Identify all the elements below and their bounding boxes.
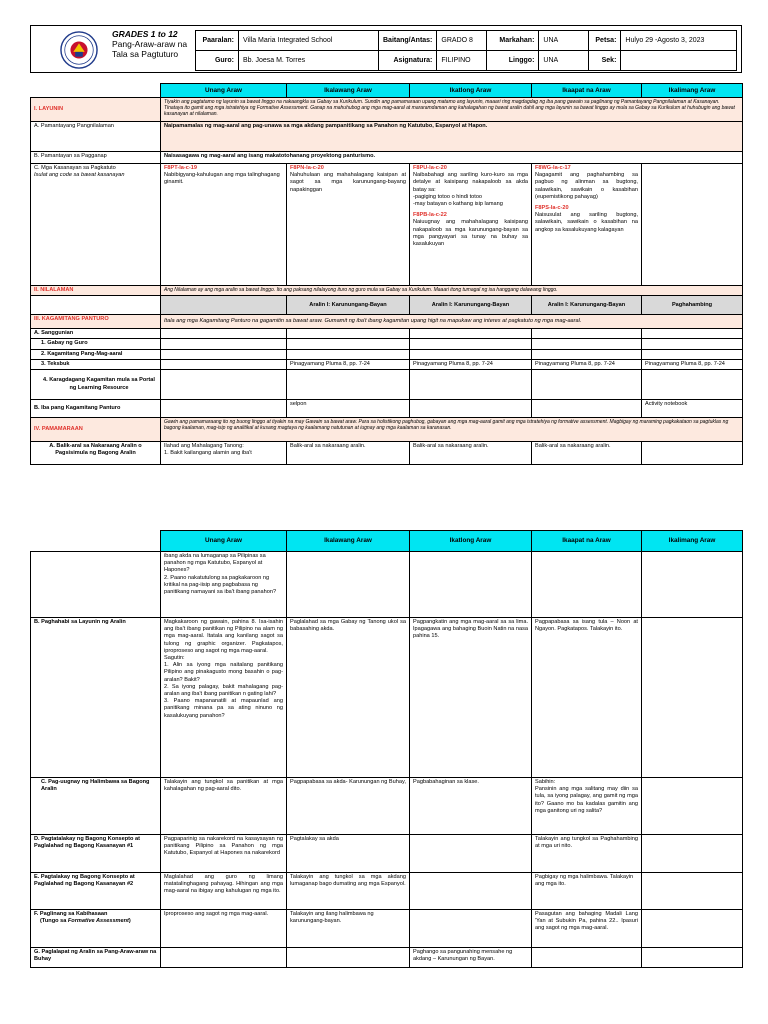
kagamitang-label: III. KAGAMITANG PANTURO xyxy=(31,315,161,329)
markahan-label: Markahan: xyxy=(487,31,539,51)
empty-cell xyxy=(410,370,532,400)
teksbuk-day-5: Pinagyamang Pluma 8, pp. 7-24 xyxy=(642,359,743,369)
kasanayan-day-4 xyxy=(532,164,642,286)
kagamitang-pang-label: 2. Kagamitang Pang-Mag-aaral xyxy=(31,349,161,359)
competency-code: F8PB-Ia-c-22 xyxy=(413,212,447,219)
day-header-4: Ikaapat na Araw xyxy=(532,84,642,98)
d-day-1: Pagpaparinig sa nakarekord na kasaysayan ng panitikang Pilipino sa Panahon ng mga Katutubo, Espanyol at Hapones na nakarekord xyxy=(161,835,287,873)
empty-cell xyxy=(161,339,287,349)
iba-pang-day-4 xyxy=(532,400,642,418)
aralin-day-3: Aralin I: Karunungang-Bayan xyxy=(410,296,532,315)
empty-cell xyxy=(642,329,743,339)
d-day-3 xyxy=(410,835,532,873)
linggo-value: UNA xyxy=(539,51,589,71)
title-line-2: Pang-Araw-araw na xyxy=(112,39,188,49)
teksbuk-day-3: Pinagyamang Pluma 8, pp. 7-24 xyxy=(410,359,532,369)
asignatura-label: Asignatura: xyxy=(379,51,437,71)
empty-cell xyxy=(532,370,642,400)
empty-cell xyxy=(287,552,410,618)
balik-aral-day-1: Ilahad ang Mahalagang Tanong: 1. Bakit kailangang alamin ang iba't xyxy=(161,442,287,465)
balik-aral-day-3: Balik-aral sa nakaraang aralin. xyxy=(410,442,532,465)
f-sub-italic: Formative Assessment xyxy=(67,918,129,925)
competency-text: Naiuugnay ang mahahalagang kaisipang nakapaloob sa mga karunungang-bayan sa mga pangyayari sa tunay na buhay sa kasalukuyan xyxy=(413,219,528,248)
sek-value xyxy=(621,51,737,71)
competency-code: F8WG-Ia-c-17 xyxy=(535,165,571,171)
pamantayang-pangnilalaman-label: A. Pamantayang Pangnilalaman xyxy=(31,122,161,152)
empty-cell xyxy=(410,339,532,349)
nilalaman-text: Ang Nilalaman ay ang mga aralin sa bawat linggo. Ito ang paksang nilalayong ituro ng guro mula sa Gabay sa Kurikulum. Maaari itong tumagal ng isa hanggang dalawang linggo. xyxy=(161,286,743,296)
iba-pang-day-2: selpon xyxy=(287,400,410,418)
kasanayan-label: C. Mga Kasanayan sa Pagkatuto xyxy=(34,165,116,171)
title-line-1: GRADES 1 to 12 xyxy=(112,29,178,39)
karagdagang-label: 4. Karagdagang Kagamitan mula sa Portal ng Learning Resource xyxy=(31,370,161,400)
teksbuk-day-1 xyxy=(161,359,287,369)
layunin-label: I. LAYUNIN xyxy=(31,98,161,122)
form-title xyxy=(112,29,187,59)
f-sublabel xyxy=(34,918,157,925)
aralin-day-4: Aralin I: Karunungang-Bayan xyxy=(532,296,642,315)
empty-cell xyxy=(642,370,743,400)
kasanayan-cell xyxy=(31,164,161,286)
paghahabi-label: B. Paghahabi sa Layunin ng Aralin xyxy=(31,618,161,778)
competency-text: Naibabahagi ang sariling kuro-kuro sa mga detalye at kaisipang nakapaloob sa akda batay sa: -pagiging totoo o hindi totoo -may batayan o kathang isip lamang xyxy=(413,172,528,208)
pamantayan-sa-pagganap-text: Naisasagawa ng mag-aaral ang isang makatotohanang proyektong panturismo. xyxy=(161,152,743,164)
deped-seal-icon xyxy=(60,31,98,69)
iba-pang-day-5: Activity notebook xyxy=(642,400,743,418)
day-header-4: Ikaapat na Araw xyxy=(532,531,642,552)
pamamaraan-text: Gawin ang pamamaraang ito ng buong linggo at tiyakin na may Gawain sa bawat araw. Para sa holistikong paghubog, gabayan ang mga mag-aaral gamit ang mga istratehiya ng formative assessment. Magbigay ng maraming pagkakataon sa pagtuklas ng bagong kaalaman, mag-isip ng analitikal at kusang magtaya ng kaalamang natutunan at iugnay ang mga kaalaman sa karanasan. xyxy=(161,418,743,442)
header-meta-table xyxy=(195,30,737,71)
aralin-day-5: Paghahambing xyxy=(642,296,743,315)
f-day-4: Pasagutan ang bahaging Madali Lang 'Yan at Subukin Pa, pahina 22.. Ipasuri ang sagot ng mga mag-aaral. xyxy=(532,910,642,948)
g-label: G. Paglalapat ng Aralin sa Pang-Araw-araw na Buhay xyxy=(31,948,161,968)
empty-cell xyxy=(31,552,161,618)
petsa-value: Hulyo 29 -Agosto 3, 2023 xyxy=(621,31,737,51)
guro-value: Bb. Joesa M. Torres xyxy=(239,51,379,71)
paghahabi-day-1: Magkakaroon ng gawain, pahina 8. Isa-isahin ang iba't ibang panitikan ng Pilipino na alam ng mga mag-aaral. Itatala ang kanilang sagot sa tulong ng graphic organizer. Pagkatapos, iproproseso ang sagot ng mga mag-aaral. Sagutin: 1. Alin sa iyong mga naitalang panitikang Pilipino ang pinakagusto mong basahin o pag-aralan? Bakit? 2. Sa iyong palagay, bakit mahalagang pag-aralan ang iba't ibang panitikan n gating lahi? 3. Paano mapananatili at mapaunlad ang panitikang minana pa sa ating ninuno ng kasalukuyang panahon? xyxy=(161,618,287,778)
empty-cell xyxy=(410,552,532,618)
competency-text: Naisusulat ang sariling bugtong, salawikain, sawikain o kasabihan na angkop sa kasalukuyang kalagayan xyxy=(535,212,638,233)
e-day-3 xyxy=(410,873,532,910)
paghahabi-day-5 xyxy=(642,618,743,778)
f-day-1: Iproproseso ang sagot ng mga mag-aaral. xyxy=(161,910,287,948)
day-header-1: Unang Araw xyxy=(161,531,287,552)
corner-cell xyxy=(31,531,161,552)
g-day-4 xyxy=(532,948,642,968)
g-day-3: Paghango sa pangunahing mensahe ng akdang – Karunungan ng Bayan. xyxy=(410,948,532,968)
layunin-text: Tiyakin ang pagtatamo ng layunin sa bawat linggo na nakaangkla sa Gabay sa Kurikulum. Sundin ang pamamaraan upang matamo ang layunin, maaari ring magdagdag ng iba pang gawain sa paglinang ng Pamantayang Pangnilalaman at Kasanayan. Tinataya ito gamit ang mga istratehiya ng Formative Assessment. Ganap na mahuhubog ang mga mag-aaral at mararamdaman ang kahalagahan ng bawat aralin dahil ang mga layunin sa bawat linggo ay mula sa Gabay sa Kurikulum at huhubugin ang bawat kasanayan at nilalaman. xyxy=(161,98,743,122)
baitang-label: Baitang/Antas: xyxy=(379,31,437,51)
iba-pang-day-1 xyxy=(161,400,287,418)
linggo-label: Linggo: xyxy=(487,51,539,71)
gabay-label: 1. Gabay ng Guro xyxy=(31,339,161,349)
empty-cell xyxy=(532,329,642,339)
day-header-1: Unang Araw xyxy=(161,84,287,98)
competency-text: Nabibigyang-kahulugan ang mga talinghagang ginamit. xyxy=(164,172,280,186)
empty-cell xyxy=(287,370,410,400)
e-day-1: Maglalahad ang guro ng limang matatalinghagang pahayag. Hihingan ang mga mag-aaral na ibigay ang kahulugan ng mga ito. xyxy=(161,873,287,910)
asignatura-value: FILIPINO xyxy=(437,51,487,71)
title-line-3: Tala sa Pagtuturo xyxy=(112,49,179,59)
empty-cell xyxy=(532,339,642,349)
competency-code: F8PT-Ia-c-19 xyxy=(164,165,197,171)
iba-pang-label: B. Iba pang Kagamitang Panturo xyxy=(31,400,161,418)
e-day-5 xyxy=(642,873,743,910)
aralin-day-1 xyxy=(161,296,287,315)
f-day-3 xyxy=(410,910,532,948)
paghahabi-day-3: Pagpangkatin ang mga mag-aaral sa sa lima. Ipagagawa ang bahaging Buoin Natin na nasa pahina 15. xyxy=(410,618,532,778)
kasanayan-day-2 xyxy=(287,164,410,286)
balik-aral-day-2: Balik-aral sa nakaraang aralin. xyxy=(287,442,410,465)
empty-cell xyxy=(410,349,532,359)
paguugnay-day-4: Sabihin: Pansinin ang mga salitang may diin sa tula, sa iyong palagay, ang gamit ng mga ito? Gaano mo ba kadalas gamitin ang mga ganitong uri ng salita? xyxy=(532,778,642,835)
baitang-value: GRADO 8 xyxy=(437,31,487,51)
competency-text: Nagagamit ang paghahambing sa pagbuo ng alinman sa bugtong, salawikain, sawikain o kasabihan (eupemistikong pahayag) xyxy=(535,172,638,200)
nilalaman-label: II. NILALAMAN xyxy=(31,286,161,296)
kasanayan-day-1 xyxy=(161,164,287,286)
empty-cell xyxy=(532,552,642,618)
kagamitang-text: Itala ang mga Kagamitang Panturo na gagamitin sa bawat araw. Gumamit ng iba't ibang kagamitan upang higit na mapukaw ang interes at pagkatuto ng mga mag-aaral. xyxy=(161,315,743,329)
empty-cell xyxy=(287,329,410,339)
paghahabi-day-2: Paglalahad sa mga Gabay ng Tanong ukol sa babasahing akda. xyxy=(287,618,410,778)
kasanayan-sublabel: Isulat ang code sa bawat kasanayan xyxy=(34,172,125,179)
d-day-4: Talakayin ang tungkol sa Paghahambing at mga uri nito. xyxy=(532,835,642,873)
empty-cell xyxy=(287,339,410,349)
competency-code: F8PU-Ia-c-20 xyxy=(413,165,447,171)
e-day-2: Talakayin ang tungkol sa mga akdang lumaganap bago dumating ang mga Espanyol. xyxy=(287,873,410,910)
pamamaraan-label: IV. PAMAMARAAN xyxy=(31,418,161,442)
balik-aral-day-5 xyxy=(642,442,743,465)
aralin-day-2: Aralin I: Karunungang-Bayan xyxy=(287,296,410,315)
day-header-5: Ikalimang Araw xyxy=(642,84,743,98)
teksbuk-day-2: Pinagyamang Pluma 8, pp. 7-24 xyxy=(287,359,410,369)
guro-label: Guro: xyxy=(196,51,239,71)
f-cell xyxy=(31,910,161,948)
day-header-2: Ikalawang Araw xyxy=(287,84,410,98)
g-day-2 xyxy=(287,948,410,968)
teksbuk-day-4: Pinagyamang Pluma 8, pp. 7-24 xyxy=(532,359,642,369)
competency-text: Nahuhulaan ang mahahalagang kaisipan at sagot sa mga karunungang-bayang napakinggan xyxy=(290,172,406,193)
paguugnay-day-2: Pagpapabasa sa akda- Karunungan ng Buhay, xyxy=(287,778,410,835)
pamantayang-pangnilalaman-text: Naipamamalas ng mag-aaral ang pag-unawa sa mga akdang pampanitikang sa Panahon ng Katutubo, Espanyol at Hapon. xyxy=(161,122,743,152)
pamantayan-sa-pagganap-label: B. Pamantayan sa Pagganap xyxy=(31,152,161,164)
balik-aral-day-4: Balik-aral sa nakaraang aralin. xyxy=(532,442,642,465)
day-header-2: Ikalawang Araw xyxy=(287,531,410,552)
g-day-5 xyxy=(642,948,743,968)
dll-table-page-1 xyxy=(30,83,743,465)
f-sub-pre: (Tungo sa xyxy=(40,918,68,925)
f-day-2: Talakayin ang ilang halimbawa ng karunungang-bayan. xyxy=(287,910,410,948)
teksbuk-label: 3. Teksbuk xyxy=(31,359,161,369)
d-label: D. Pagtatalakay ng Bagong Konsepto at Paglalahad ng Bagong Kasanayan #1 xyxy=(31,835,161,873)
paguugnay-day-5 xyxy=(642,778,743,835)
paaralan-value: Villa Maria Integrated School xyxy=(239,31,379,51)
markahan-value: UNA xyxy=(539,31,589,51)
d-day-2: Pagtalakay sa akda xyxy=(287,835,410,873)
paaralan-label: Paaralan: xyxy=(196,31,239,51)
empty-cell xyxy=(161,370,287,400)
e-day-4: Pagbigay ng mga halimbawa. Talakayin ang mga ito. xyxy=(532,873,642,910)
empty-cell xyxy=(287,349,410,359)
g-day-1 xyxy=(161,948,287,968)
kasanayan-day-5 xyxy=(642,164,743,286)
empty-cell xyxy=(642,339,743,349)
e-label: E. Pagtalakay ng Bagong Konsepto at Paglalahad ng Bagong Kasanayan #2 xyxy=(31,873,161,910)
f-sub-post: ) xyxy=(128,918,131,925)
iba-pang-day-3 xyxy=(410,400,532,418)
empty-cell xyxy=(642,349,743,359)
empty-cell xyxy=(642,552,743,618)
day-header-5: Ikalimang Araw xyxy=(642,531,743,552)
empty-cell xyxy=(161,329,287,339)
balik-aral-label: A. Balik-aral sa Nakaraang Aralin o Pagsisimula ng Bagong Aralin xyxy=(31,442,161,465)
dll-table-page-2 xyxy=(30,530,743,968)
day-header-3: Ikatlong Araw xyxy=(410,531,532,552)
d-day-5 xyxy=(642,835,743,873)
petsa-label: Petsa: xyxy=(589,31,621,51)
empty-cell xyxy=(532,349,642,359)
aralin-blank xyxy=(31,296,161,315)
competency-code: F8PN-Ia-c-20 xyxy=(290,165,324,171)
day-header-3: Ikatlong Araw xyxy=(410,84,532,98)
paguugnay-day-3: Pagbabahaginan sa klase. xyxy=(410,778,532,835)
f-day-5 xyxy=(642,910,743,948)
sek-label: Sek: xyxy=(589,51,621,71)
paguugnay-label: C. Pag-uugnay ng Halimbawa sa Bagong Aralin xyxy=(31,778,161,835)
kasanayan-day-3 xyxy=(410,164,532,286)
f-label: F. Paglinang sa Kabihasaan xyxy=(34,911,108,917)
competency-code: F8PS-Ia-c-20 xyxy=(535,205,569,212)
paghahabi-day-4: Pagpapabasa sa isang tula – Noon at Ngayon. Pagkatapos. Talakayin ito. xyxy=(532,618,642,778)
paguugnay-day-1: Talakayin ang tungkol sa panitikan at mga kahalagahan ng pag-aaral dito. xyxy=(161,778,287,835)
continued-cell: ibang akda na lumaganap sa Pilipinas sa panahon ng mga Katutubo, Espanyol at Hapones? 2. Paano nakatutulong sa pagkakaroon ng kritikal na pag-iisip ang pagbabasa ng panitikang namayani sa iba't ibang panahon? xyxy=(161,552,287,618)
empty-cell xyxy=(161,349,287,359)
corner-cell xyxy=(31,84,161,98)
empty-cell xyxy=(410,329,532,339)
sanggunian-label: A. Sanggunian xyxy=(31,329,161,339)
